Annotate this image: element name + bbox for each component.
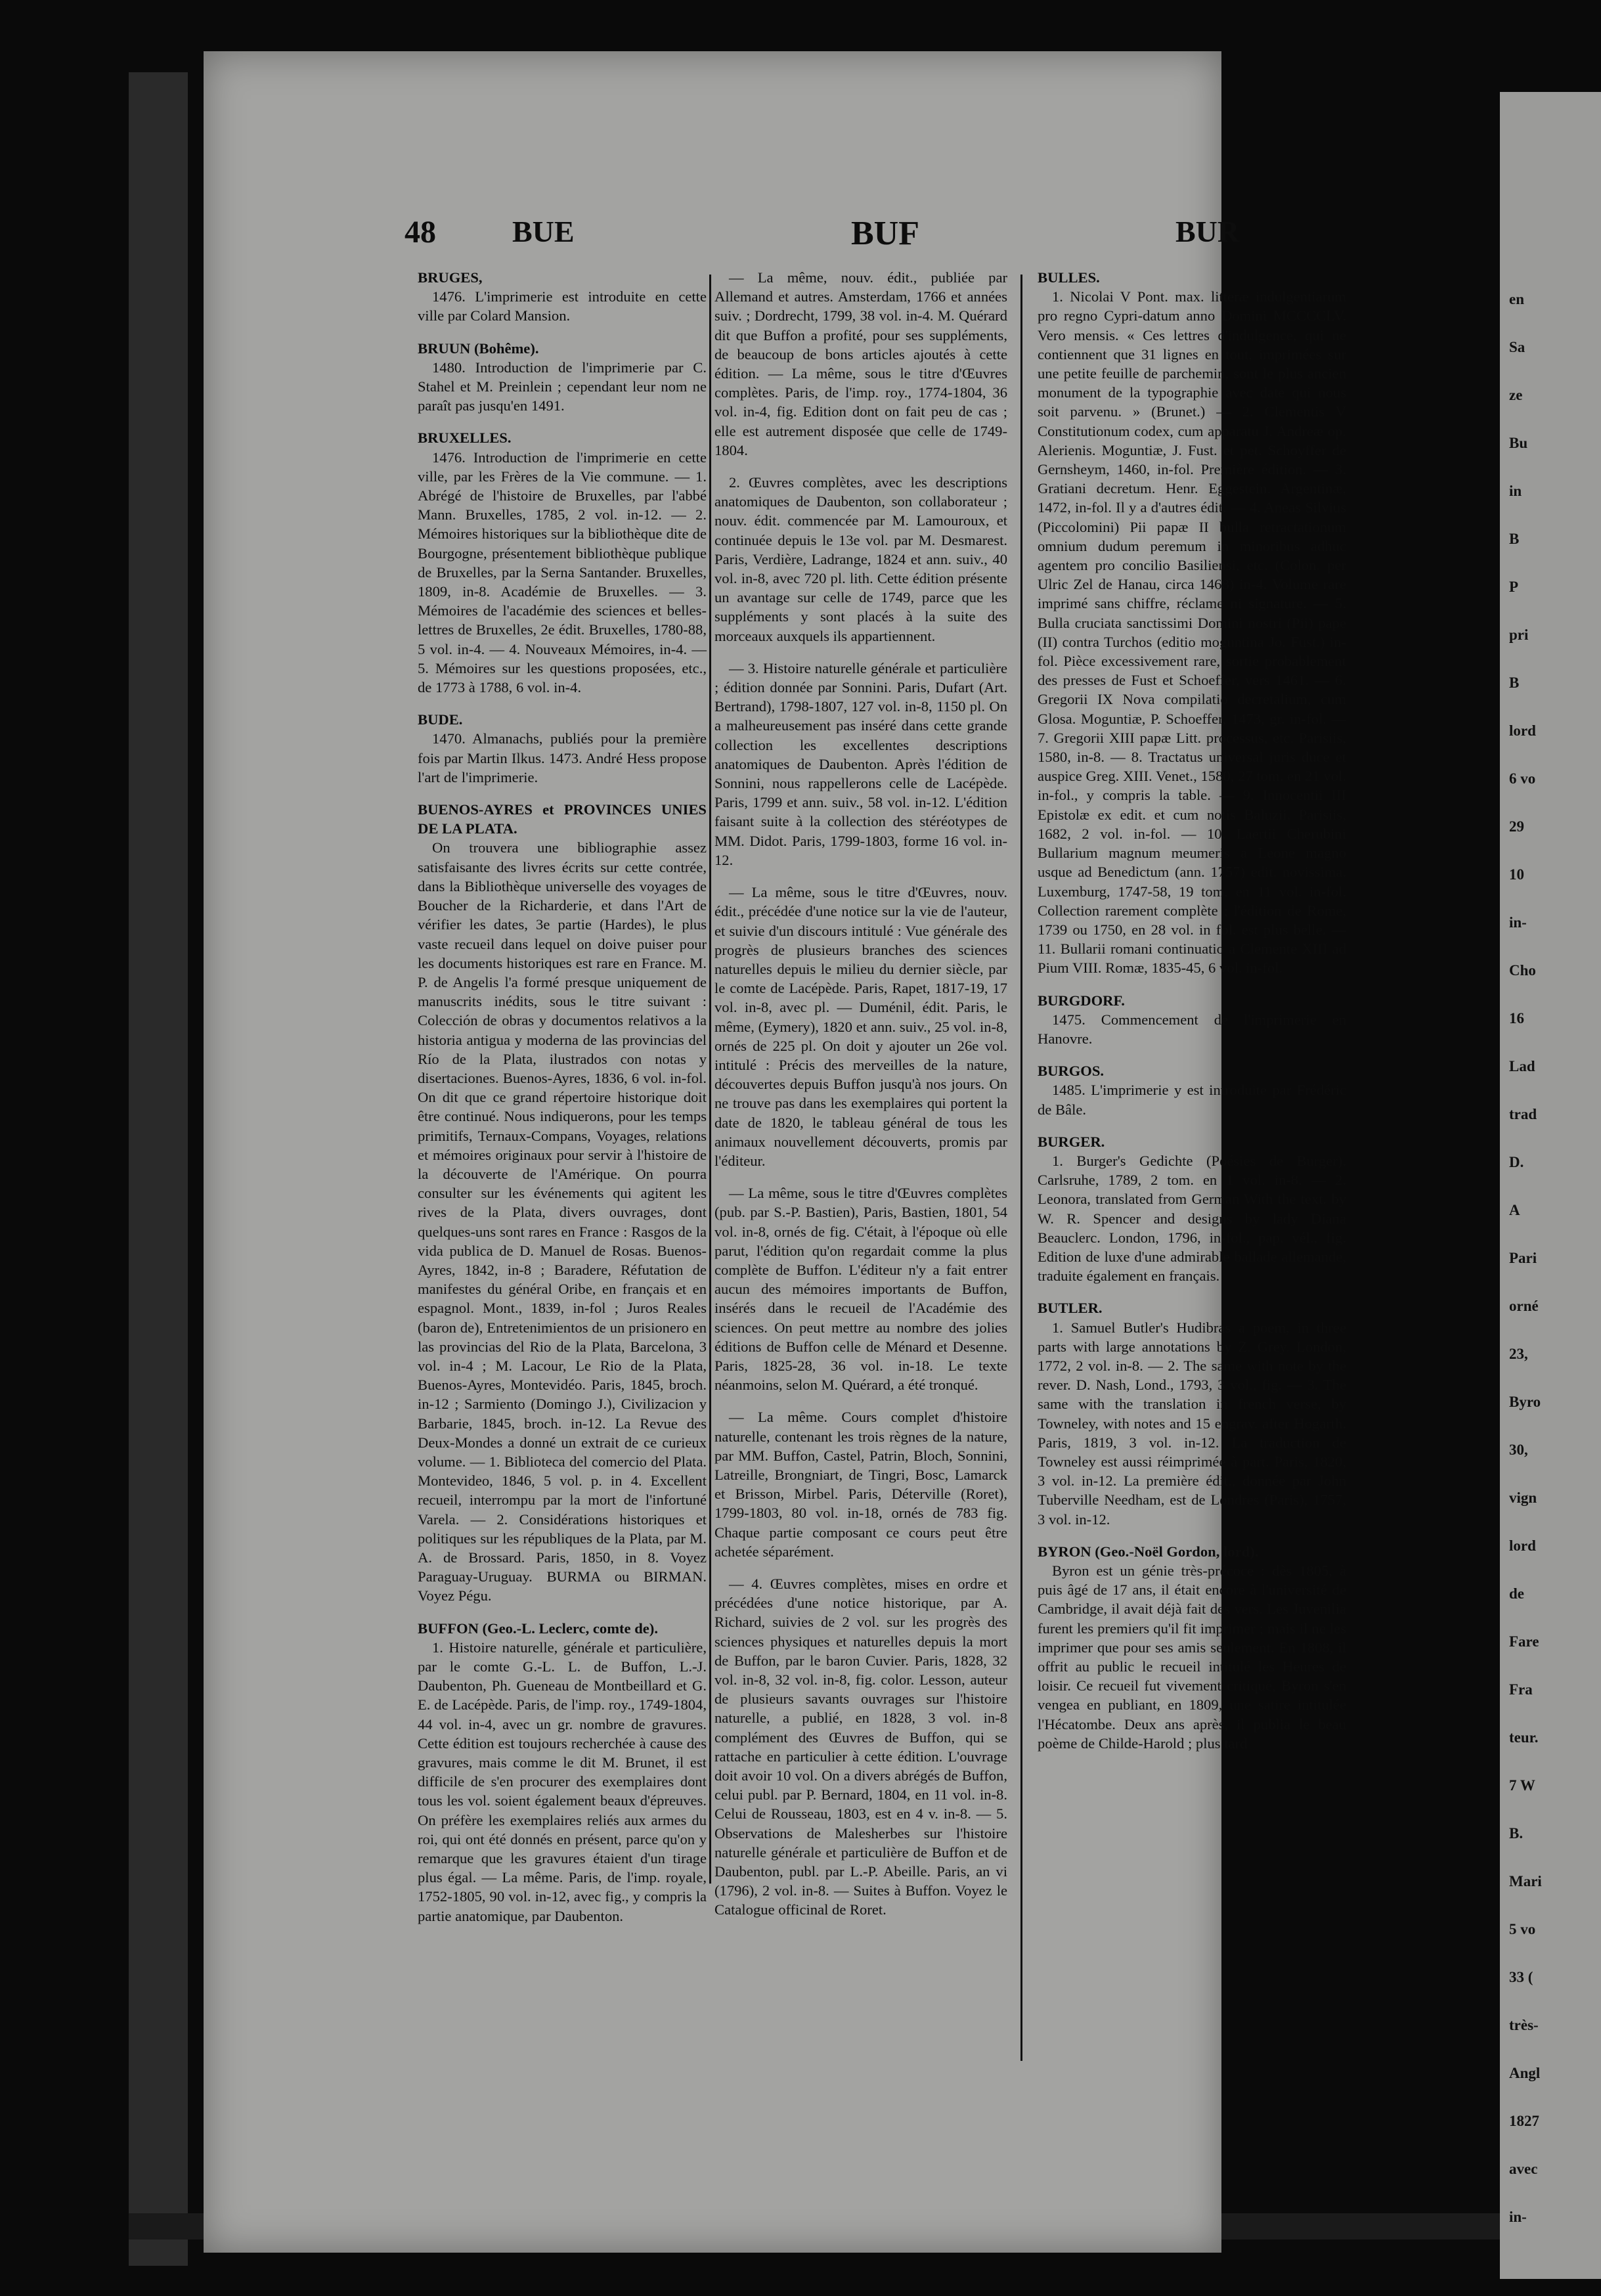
dictionary-entry — [1038, 1298, 1346, 1528]
adjacent-page-text: 10 — [1509, 866, 1524, 883]
page-number: 48 — [405, 215, 436, 250]
entry-text: — La même. Cours complet d'histoire naturelle, contenant les trois règnes de la nature, par MM. Buffon, Castel, Patrin, Bloch, Sonnini, Latreille, Brongniart, de Tingri, Bosc, Lamarck et Brisson, Mirbel. Paris, Déterville (Roret), 1799-1803, 80 vol. in-18, ornés de 783 fig. Chaque partie composant ce cours peut être achetée séparément. — [714, 1409, 1007, 1560]
entry-headword: BRUUN (Bohême). — [418, 340, 539, 357]
entry-text: 1. Samuel Butler's Hudibras a poem, in three parts with large annotations by Z. Grey. London, 1772, 2 vol. in-8. — 2. The same with note by the rever. D. Nash, Lond., 1793, 3 vol., fig. — 3. The same with the translation in french verse, by Towneley, with notes and 15 engrav. after Hogarth. Paris, 1819, 3 vol. in-12. La traduction de Towneley est aussi réimprimée à part. Paris, 1820, 3 vol. in-12. La première édit., donnée par John Tuberville Needham, est de Londres (Paris), 1757, 3 vol. in-12. — [1038, 1319, 1346, 1528]
running-head-center: BUF — [851, 215, 919, 252]
adjacent-page-text: pri — [1509, 627, 1529, 643]
dictionary-entry — [1038, 268, 1346, 978]
entry-headword: BUTLER. — [1038, 1300, 1103, 1317]
dictionary-entry — [1038, 1061, 1346, 1119]
entry-text: 1475. Commencement de l'imprimerie en Hanovre. — [1038, 1011, 1346, 1047]
column-rule — [709, 275, 711, 1884]
dictionary-entry — [1038, 1132, 1346, 1286]
adjacent-page-text: D. — [1509, 1154, 1524, 1170]
adjacent-page-text: orné — [1509, 1298, 1539, 1314]
adjacent-page-text: 30, — [1509, 1442, 1528, 1458]
adjacent-page-text: vign — [1509, 1490, 1537, 1506]
entry-headword: BULLES. — [1038, 269, 1100, 286]
dictionary-entry — [1038, 991, 1346, 1049]
entry-headword: BRUXELLES. — [418, 430, 512, 447]
adjacent-page-text: 5 vo — [1509, 1921, 1536, 1937]
adjacent-page-text: Byro — [1509, 1394, 1541, 1410]
adjacent-page-text: lord — [1509, 722, 1536, 739]
adjacent-page-text: avec — [1509, 2161, 1538, 2177]
dictionary-entry — [418, 1619, 707, 1926]
adjacent-page-text: B — [1509, 531, 1520, 547]
entry-headword: BURGDORF. — [1038, 992, 1125, 1009]
dictionary-entry — [418, 800, 707, 1606]
adjacent-page-text: B — [1509, 674, 1520, 691]
adjacent-page-text: ze — [1509, 387, 1523, 403]
column-rule — [1020, 275, 1022, 2061]
entry-text: — La même, nouv. édit., publiée par Allemand et autres. Amsterdam, 1766 et années suiv. ; Dordrecht, 1799, 38 vol. in-4. M. Quérard dit que Buffon a profité, pour ses suppléments, de beaucoup de bons articles ajoutés à cette édition. — La même, sous le titre d'Œuvres complètes. Paris, de l'imp. roy., 1774-1804, 36 vol. in-4, fig. Edition dont on fait peu de cas ; elle est autrement disposée que celle de 1749-1804. — [714, 269, 1007, 458]
entry-text: 1. Burger's Gedichte (Poésies de Burger). Carlsruhe, 1789, 2 tom. en 1 vol. in-8. — 2. Leonora, translated from German With the text. by W. R. Spencer and designs by lady Diana Beauclerc. London, 1796, in-fol., pap. vél., fig. Edition de luxe d'une admirable ballade allemande, traduite également en français. — [1038, 1152, 1346, 1285]
adjacent-page-text: Sa — [1509, 339, 1525, 355]
entry-text: — 3. Histoire naturelle générale et particulière ; édition donnée par Sonnini. Paris, Dufart (Art. Bertrand), 1798-1807, 127 vol. in-8, 1150 pl. On a malheureusement pas inséré dans cette grande collection les excellentes descriptions anatomiques de Daubenton. Après l'édition de Sonnini, nous rappellerons celle de Lacépède. Paris, 1799 et ann. suiv., 58 vol. in-12. L'édition faisant suite à la collection des stéréotypes de MM. Didot. Paris, 1799-1803, forme 16 vol. in-12. — [714, 659, 1007, 868]
book-page — [204, 51, 1346, 2253]
dictionary-entry — [418, 268, 707, 326]
page-header — [204, 214, 1240, 260]
adjacent-page-text: A — [1509, 1202, 1520, 1218]
binding-edge-left — [129, 72, 188, 2266]
entry-text: On trouvera une bibliographie assez satisfaisante des livres écrits sur cette contrée, dans la Bibliothèque universelle des voyages de Boucher de la Richarderie, et dans l'Art de vérifier les dates, 3e partie (Hardes), le plus vaste recueil dans lequel on doive puiser pour les documents historiques est rare en France. M. P. de Angelis l'a formé presque uniquement de manuscrits inédits, sous le titre suivant : Colección de obras y documentos relativos a la historia antigua y moderna de las provincias del Río de la Plata, ilustrados con notas y disertaciones. Buenos-Ayres, 1836, 6 vol. in-fol. On dit que ce grand répertoire historique doit être continué. Nous indiquerons, pour les temps primitifs, Ternaux-Compans, Voyages, relations et mémoires originaux pour servir à l'histoire de la découverte de l'Amérique. On pourra consulter sur les événements qui agitent les rives de la Plata, divers ouvrages, dont quelques-uns sont rares en France : Rasgos de la vida publica de D. Manuel de Rosas. Buenos-Ayres, 1842, in-8 ; Baradere, Réfutation de manifestes du général Oribe, en français et en espagnol. Mont., 1839, in-fol ; Juros Reales (baron de), Entretenimientos de un prisionero en las provincias del Rio de la Plata, Barcelona, 3 vol. in-4 ; M. Lacour, Le Rio de la Plata, Buenos-Ayres, Montevidéo. Paris, 1845, broch. in-12 ; Sarmiento (Domingo J.), Civilizacion y Barbarie, 1845, broch. in-12. La Revue des Deux-Mondes a donné un extrait de ce curieux volume. — 1. Biblioteca del comercio del Plata. Montevideo, 1846, 5 vol. p. in 4. Excellent recueil, interrompu par la mort de l'infortuné Varela. — 2. Considérations historiques et politiques sur les républiques de la Plata, par M. A. de Brossard. Paris, 1850, in 8. Voyez Paraguay-Uruguay. BURMA ou BIRMAN. Voyez Pégu. — [418, 839, 707, 1604]
dictionary-entry — [418, 428, 707, 697]
adjacent-page-text: 7 W — [1509, 1777, 1535, 1794]
adjacent-page-text: Cho — [1509, 962, 1536, 979]
adjacent-page-text: Bu — [1509, 435, 1528, 451]
dictionary-entry — [714, 268, 1007, 460]
dictionary-entry — [714, 659, 1007, 870]
adjacent-page-fragment — [1500, 92, 1601, 2279]
adjacent-page-text: P — [1509, 579, 1519, 595]
adjacent-page-text: 33 ( — [1509, 1969, 1533, 1985]
entry-text: Byron est un génie très-précoce : dès 1805, à puis âgé de 17 ans, il était encore à l'université de Cambridge, il avait déjà fait des vers. Les Juvenilia furent les premiers qu'il fit imprimer ; mais il ne les imprimer que pour ses amis seulement. En 1808, il offrit au public le recueil intitulé les Heures de loisir. Ce recueil fut vivement critiqué, Byron s'en vengea en publiant, en 1809, une satire intitulée l'Hécatombe. Deux ans après, il publia le beau poème de Childe-Harold ; plus tard — [1038, 1562, 1346, 1752]
dictionary-entry — [714, 1407, 1007, 1561]
entry-headword: BURGOS. — [1038, 1063, 1105, 1080]
dictionary-entry — [714, 1183, 1007, 1394]
adjacent-page-text: Angl — [1509, 2065, 1541, 2081]
entry-text: 1476. Introduction de l'imprimerie en cette ville, par les Frères de la Vie commune. — 1. Abrégé de l'histoire de Bruxelles, par l'abbé Mann. Bruxelles, 1785, 2 vol. in-12. — 2. Mémoires historiques sur la bibliothèque dite de Bourgogne, présentement bibliothèque publique de Bruxelles, par la Serna Santander. Bruxelles, 1809, in-8. Académie de Bruxelles. — 3. Mémoires de l'académie des sciences et belles-lettres de Bruxelles, 2e édit. Bruxelles, 1780-88, 5 vol. in-4. — 4. Nouveaux Mémoires, in-4. — 5. Mémoires sur les questions proposées, etc., de 1773 à 1788, 6 vol. in-4. — [418, 449, 707, 696]
entry-text: 1. Nicolai V Pont. max. litteræ indulgentiarum pro regno Cypri-datum anno Domini MCCCCLV. Vero mensis. « Ces lettres d'indulgence, qui ne contiennent que 31 lignes en tout, imprimées sur une petite feuille de parchemin, sont le plus ancien monument de la typographie avec date qui nous soit parvenu. » (Brunet.) — 2. Clementis V Constitutionum codex, cum apparatu J. Andreæ op. Alerienis. Moguntiæ, J. Fust. et pet. Schoyffer de Gernsheym, 1460, in-fol. Première édition. — 3. Gratiani decretum. Henr. Eggestein. Argentinæ, 1472, in-fol. Il y a d'autres édit. — 4. Aneas Silvius (Piccolomini) Pii papæ II bulla retractationum omnium dudum peremum in minoribus adhuc agentem pro concilio Basiliensi, etc. (Colon. per Ulric Zel de Hanau, circa 1468) in-4. Volume rare imprimé sans chiffre, réclame ni signature. — 5. Bulla cruciata sanctissimi Domini nostri (Pii) pape (II) contra Turchos (editio moguntina Jo. Fust.) in-fol. Pièce excessivement rare, sortie probablement des presses de Fust et Schoeffer, vers 1461. — 6. Gregorii IX Nova compilatio decretalium, cum Glosa. Moguntiæ, P. Schoeffer, 1473, gr. in-fol. — 7. Gregorii XIII papæ Litt. processus, etc. Parisiis, 1580, in-8. — 8. Tractatus universal juris duce et auspice Greg. XIII. Venet., 1580, 27 tom. en 21 vol. in-fol., y compris la table. — 9. Innocentii III Epistolæ ex edit. et cum notis Baluzii. Parisiis, 1682, 2 vol. in-fol. — 10. Laertii Cherubini Bullarium magnum meumeris a Leone magno usque ad Benedictum (ann. 1757) edit. novissima. Luxemburg, 1747-58, 19 tom. en 11 vol. in-fol. Collection rarement complète ; l'édition de Rome, 1739 ou 1750, en 28 vol. in fol. est plus belle. — 11. Bullarii romani continuatio a Clemente XIII ad Pium VIII. Romæ, 1835-45, 6 vol. in-fol. — [1038, 288, 1346, 977]
entry-headword: BUFFON (Geo.-L. Leclerc, comte de). — [418, 1620, 658, 1637]
adjacent-page-text: Fare — [1509, 1633, 1539, 1650]
column-right — [1038, 268, 1346, 2087]
adjacent-page-text: in- — [1509, 2209, 1527, 2225]
running-head-right: BUR — [1175, 215, 1240, 248]
adjacent-page-text: Pari — [1509, 1250, 1537, 1266]
adjacent-page-text: 6 vo — [1509, 770, 1536, 787]
adjacent-page-text: Fra — [1509, 1681, 1533, 1698]
entry-text: 2. Œuvres complètes, avec les descriptions anatomiques de Daubenton, son collaborateur ; nouv. édit. commencée par M. Lamouroux, et continuée depuis le 13e vol. par M. Desmarest. Paris, Verdière, Ladrange, 1824 et ann. suiv., 40 vol. in-8, avec 720 pl. lith. Cette édition présente un avantage sur celle de 1749, parce que les suppléments y sont placés à la suite des morceaux auxquels ils appartiennent. — [714, 474, 1007, 644]
adjacent-page-text: 23, — [1509, 1346, 1528, 1362]
adjacent-page-text: de — [1509, 1585, 1524, 1602]
entry-headword: BURGER. — [1038, 1133, 1105, 1150]
entry-text: 1485. L'imprimerie y est introduite par Frédéric de Bâle. — [1038, 1082, 1346, 1118]
adjacent-page-text: lord — [1509, 1537, 1536, 1554]
adjacent-page-text: in- — [1509, 914, 1527, 931]
adjacent-page-text: en — [1509, 291, 1524, 307]
entry-text: 1476. L'imprimerie est introduite en cette ville par Colard Mansion. — [418, 288, 707, 324]
dictionary-entry — [418, 710, 707, 787]
column-middle — [714, 268, 1007, 2054]
entry-text: 1. Histoire naturelle, générale et particulière, par le comte G.-L. L. de Buffon, L.-J. Daubenton, Ph. Gueneau de Montbeillard et G. E. de Lacépède. Paris, de l'imp. roy., 1749-1804, 44 vol. in-4, avec un gr. nombre de gravures. Cette édition est toujours recherchée à cause des gravures, mais comme le dit M. Brunet, il est difficile de s'en procurer des exemplaires dont tous les vol. soient également beaux d'épreuves. On préfère les exemplaires reliés aux armes du roi, qui ont été donnés en présent, parce qu'on y remarque que les gravures étaient d'un tirage plus égal. — La même. Paris, de l'imp. royale, 1752-1805, 90 vol. in-12, avec fig., y compris la partie anatomique, par Daubenton. — [418, 1639, 707, 1924]
adjacent-page-text: 16 — [1509, 1010, 1524, 1027]
dictionary-entry — [418, 339, 707, 416]
adjacent-page-text: trad — [1509, 1106, 1537, 1122]
running-head-left: BUE — [512, 215, 575, 248]
dictionary-entry — [714, 1574, 1007, 1920]
adjacent-page-text: in — [1509, 483, 1522, 499]
entry-text: 1470. Almanachs, publiés pour la première fois par Martin Ilkus. 1473. André Hess propose l'art de l'imprimerie. — [418, 730, 707, 785]
entry-headword: BRUGES, — [418, 269, 483, 286]
dictionary-entry — [1038, 1542, 1346, 1753]
entry-headword: BUDE. — [418, 711, 463, 728]
column-left — [418, 268, 707, 2087]
dictionary-entry — [714, 473, 1007, 646]
entry-text: 1480. Introduction de l'imprimerie par C. Stahel et M. Preinlein ; cependant leur nom ne paraît pas jusqu'en 1491. — [418, 359, 707, 414]
entry-text: — La même, sous le titre d'Œuvres complètes (pub. par S.-P. Bastien), Paris, Bastien, 1801, 54 vol. in-8, ornés de fig. C'était, à l'époque où elle parut, l'édition qu'on regardait comme la plus complète de Buffon. L'éditeur n'y a fait entrer aucun des mémoires importants de Buffon, insérés dans le recueil de l'Académie des sciences. On peut mettre au nombre des jolies éditions de Buffon celle de Ménard et Desenne. Paris, 1825-28, 36 vol. in-18. Le texte néanmoins, selon M. Quérard, a été tronqué. — [714, 1185, 1007, 1394]
adjacent-page-text: 29 — [1509, 818, 1524, 835]
entry-headword: BUENOS-AYRES et PROVINCES UNIES DE LA PLATA. — [418, 801, 707, 837]
adjacent-page-text: Mari — [1509, 1873, 1542, 1889]
adjacent-page-text: B. — [1509, 1825, 1524, 1842]
adjacent-page-text: 1827 — [1509, 2113, 1539, 2129]
adjacent-page-text: teur. — [1509, 1729, 1539, 1746]
dictionary-entry — [714, 883, 1007, 1170]
entry-text: — 4. Œuvres complètes, mises en ordre et précédées d'une notice historique, par A. Richard, suivies de 2 vol. sur les progrès des sciences physiques et naturelles depuis la mort de Buffon, par le baron Cuvier. Paris, 1828, 32 vol. in-8, 32 vol. in-8, fig. color. Lesson, auteur de plusieurs savants ouvrages sur l'histoire naturelle, a publié, en 1828, 3 vol. in-8 complément des Œuvres de Buffon, qui se rattache en particulier à cette édition. L'ouvrage doit avoir 10 vol. On a divers abrégés de Buffon, celui publ. par P. Bernard, 1804, en 11 vol. in-8. Celui de Rousseau, 1803, est en 4 v. in-8. — 5. Observations de Malesherbes sur l'histoire naturelle générale et particulière de Buffon et de Daubenton, publ. par L.-P. Abeille. Paris, an vi (1796), 2 vol. in-8. — Suites à Buffon. Voyez le Catalogue officinal de Roret. — [714, 1576, 1007, 1918]
adjacent-page-text: Lad — [1509, 1058, 1535, 1074]
entry-headword: BYRON (Geo.-Noël Gordon, lord). — [1038, 1543, 1259, 1560]
adjacent-page-text: très- — [1509, 2017, 1539, 2033]
entry-text: — La même, sous le titre d'Œuvres, nouv. édit., précédée d'une notice sur la vie de l'auteur, et suivie d'un discours intitulé : Vue générale des progrès de plusieurs branches des sciences naturelles depuis le milieu du dernier siècle, par le comte de Lacépède. Paris, Rapet, 1817-19, 17 vol. in-8, avec pl. — Duménil, édit. Paris, le même, (Eymery), 1820 et ann. suiv., 25 vol. in-8, ornés de 225 pl. On doit y ajouter un 26e vol. intitulé : Précis des merveilles de la nature, découvertes depuis Buffon jusqu'à nos jours. On ne trouve pas dans les exemplaires qui portent la date de 1820, le tableau général de tous les animaux nouvellement découverts, promis par l'éditeur. — [714, 884, 1007, 1169]
